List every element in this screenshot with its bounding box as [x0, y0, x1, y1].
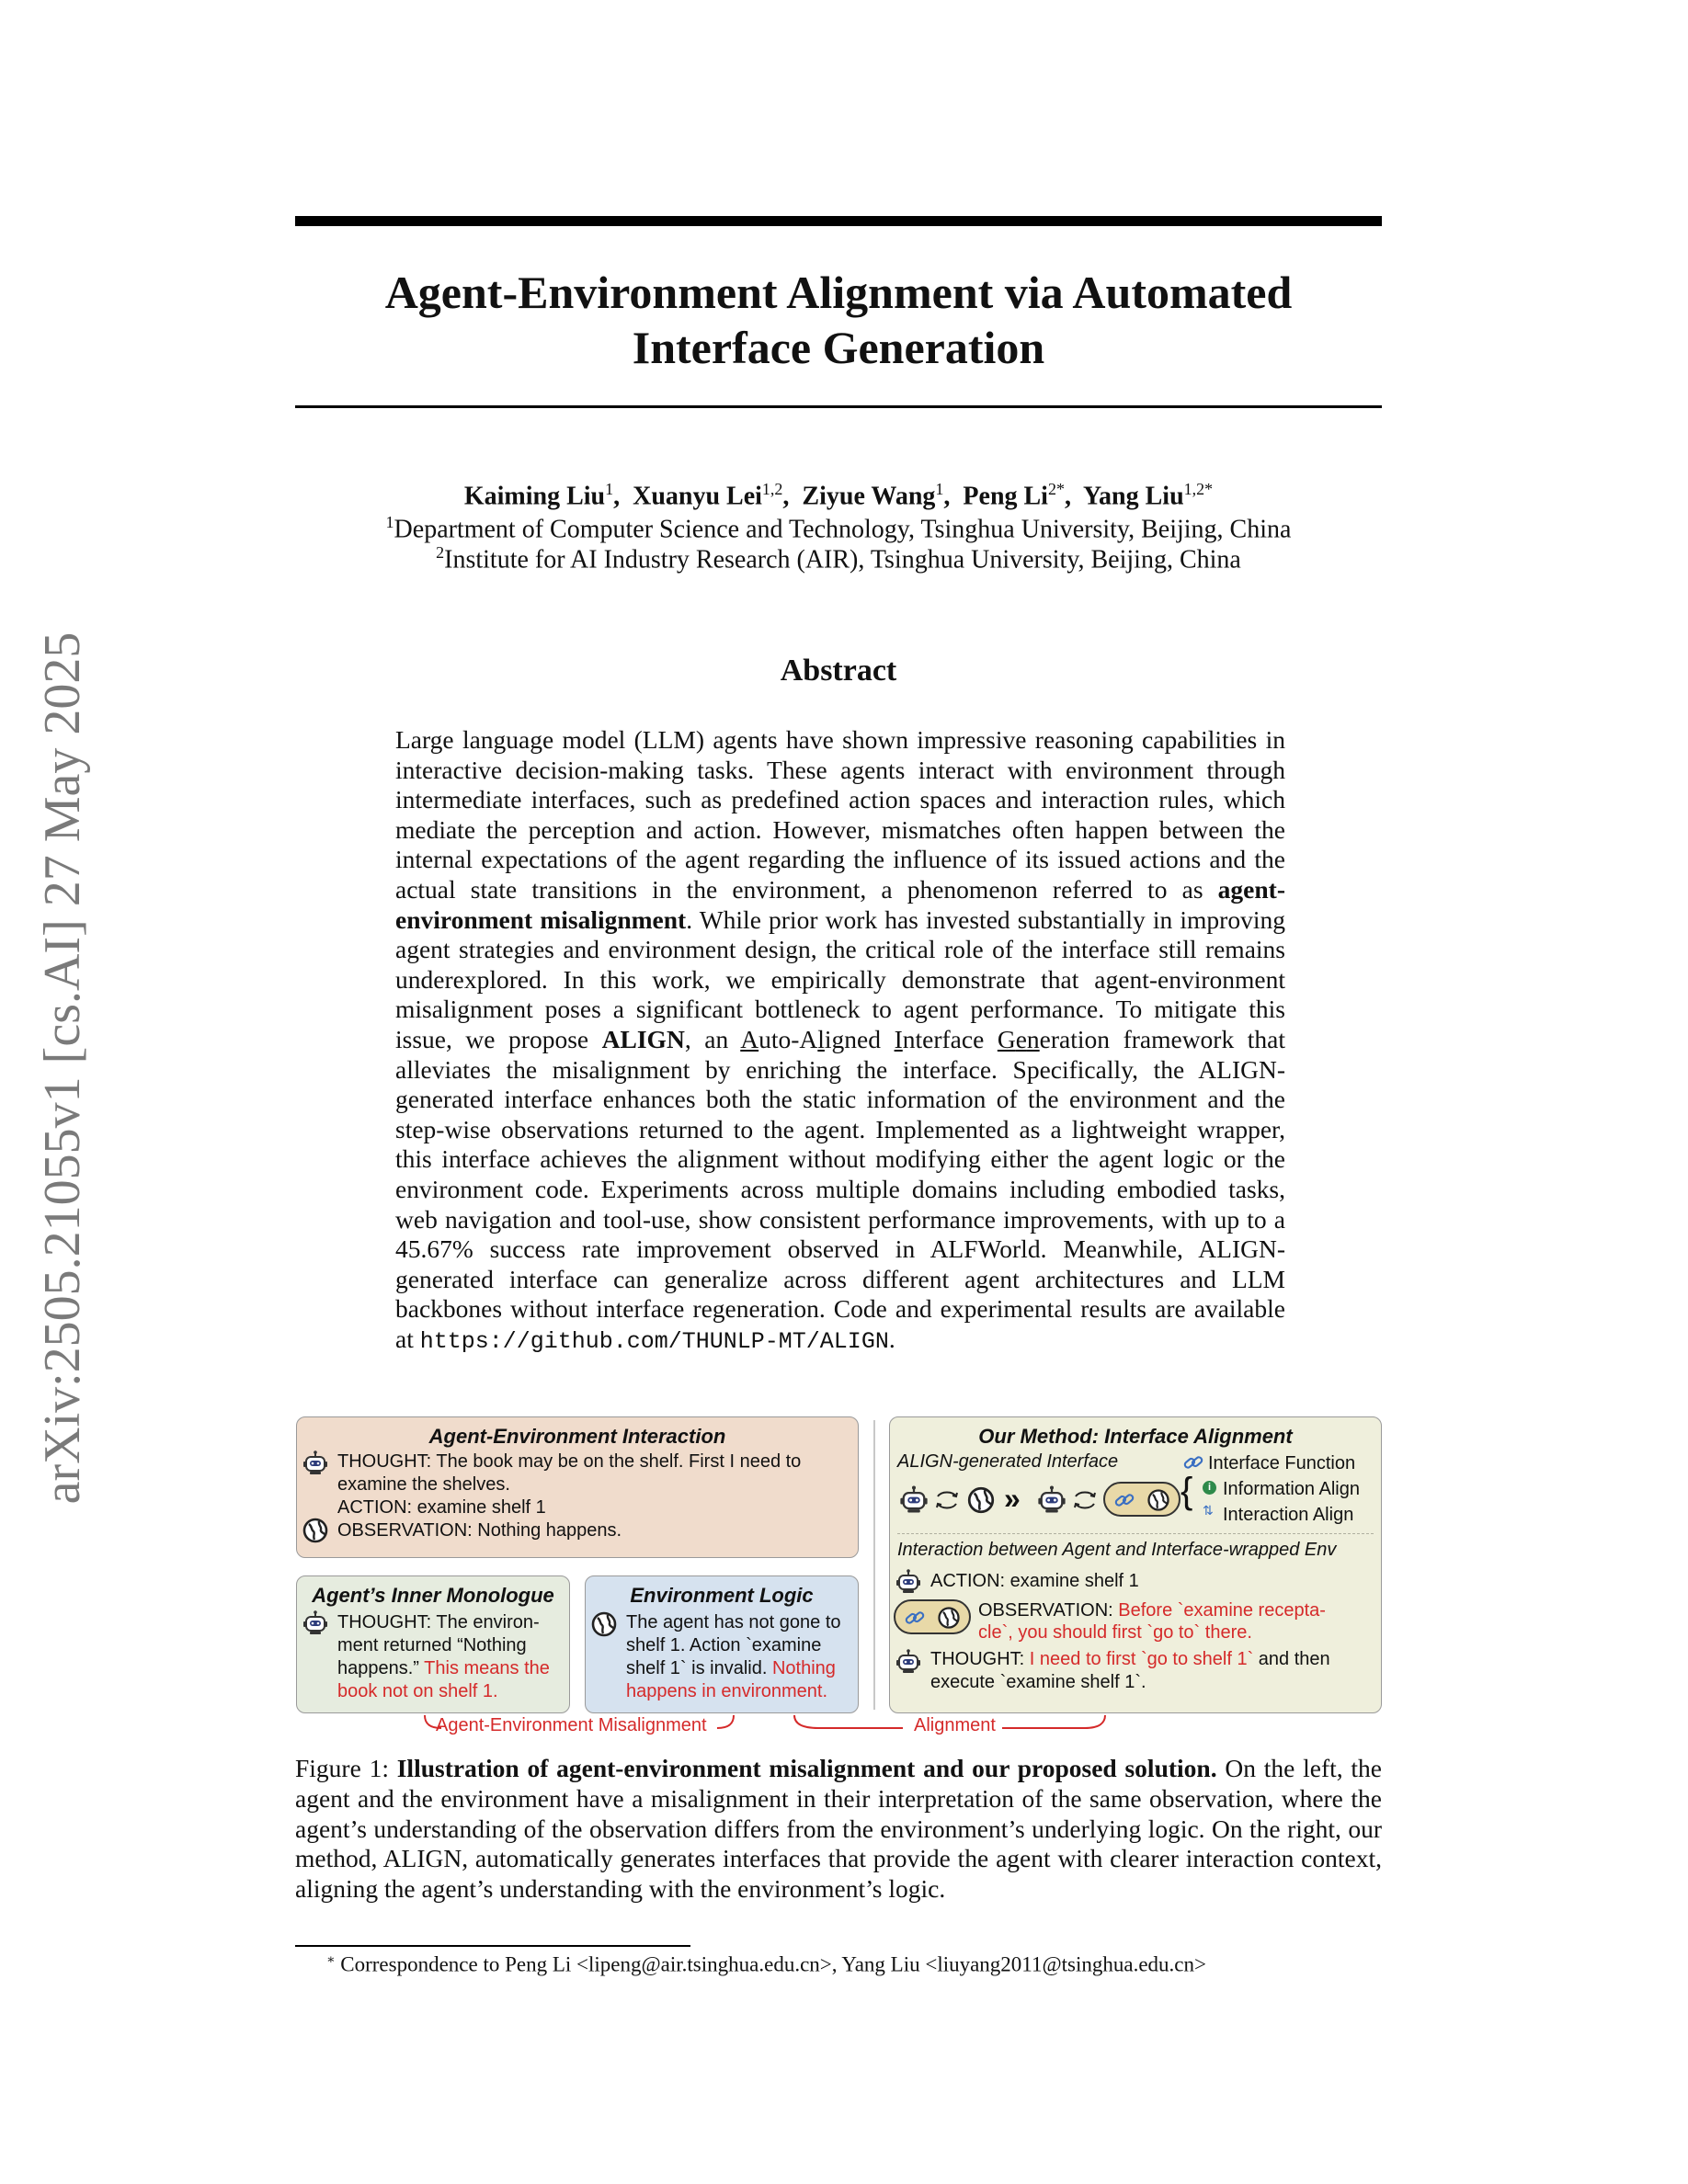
method-title: Our Method: Interface Alignment: [978, 1425, 1293, 1448]
author-list: Kaiming Liu$^1$, Xuanyu Lei$^{1,2}$, Ziyue Wang$^1$, Peng $Li^{2*}$, Yang Liu$^{1,2*}$: [463, 480, 1214, 511]
monologue-title: Agent’s Inner Monologue: [312, 1584, 554, 1607]
paper-title: Agent-Environment Alignment via Automated Interface Generation: [384, 267, 1293, 373]
footnote-rule: [295, 1945, 690, 1947]
arxiv-id: arXiv:2505.21055v1 [cs.AI] 27 May 2025: [34, 631, 91, 1505]
abstract-body: Large language model (LLM) agents have shown impressive reasoning capabilities in interactive decision-making tasks. These agents interact with environment through intermediate interfaces, such as predefined action spaces and interaction rules, which mediate the perception and action. However, mismatches often happen between the internal expectations of the agent regarding the influence of its issued actions and the actual state transitions in the environment, a phenomenon referred to as agent-environment misalignment. While prior work has invested substantially in improving agent strategies and environment design, the critical role of the interface still remains underexplored. In this work, we empirically demonstrate that agent-environment misalignment poses a significant bottleneck to agent performance. To mitigate this issue, we propose ALIGN, an Auto-Aligned Interface Generation framework that alleviates the misalignment by enriching the interface. Specifically, the ALIGN-generated interface enhances both the static information of the environment and the step-wise observations returned to the agent. Implemented as a lightweight wrapper, this interface achieves the alignment without modifying either the agent logic or the environment code. Experiments across multiple domains including embodied tasks, web navigation and tool-use, show consistent performance improvements, with up to a 45.67% success rate improvement observed in ALFWorld. Meanwhile, ALIGN-generated interface can generalize across different agent architectures and LLM backbones without interface regeneration. Code and experimental results are available at https://github.com/THUNLP-MT/ALIGN.: [395, 725, 1285, 1355]
figure-caption: Figure 1: Illustration of agent-environment misalignment and our proposed solution. On the left, the agent and the environment have a misalignment in their interpretation of the same observation, where the agent’s understanding of the observation differs from the environment’s underlying logic. On the right, our method, ALIGN, automatically generates interfaces that provide the agent with clearer interaction context, aligning the agent’s understanding with the environment’s logic.: [295, 1754, 1382, 1904]
robot-icon: [894, 1647, 923, 1677]
loop-icon: [932, 1484, 962, 1517]
link-icon: [1112, 1488, 1136, 1512]
figure-divider: [873, 1420, 875, 1710]
robot-icon: [894, 1567, 923, 1597]
method-separator: [897, 1533, 1374, 1534]
label-alignment: Alignment: [914, 1715, 996, 1735]
interaction-subtitle: Interaction between Agent and Interface-wrapped Env: [897, 1540, 1337, 1560]
info-icon: i: [1203, 1481, 1216, 1495]
robot-icon: [301, 1449, 330, 1478]
robot-icon: [897, 1484, 930, 1517]
title-rule-bottom: [295, 405, 1382, 408]
footnote: ∗ Correspondence to Peng Li <lipeng@air.tsinghua.edu.cn>, Yang Liu <liuyang2011@tsinghua.edu.cn>: [326, 1952, 1206, 1976]
robot-icon: [301, 1609, 330, 1638]
globe-icon: [589, 1610, 619, 1639]
wrapped-env-pill: [894, 1599, 971, 1634]
method-box: Our Method: Interface Alignment ALIGN-generated Interface Interface Function i Information Align ⇅ Interaction Align { » Interaction between Agent and Interface-wrapped Env ACTION: examine shelf 1 OBSERVATION: Before `examine recepta- cle`, you should first `go to` there. THOUGHT: I need to first `go to shelf 1` and then execute `examine shelf 1`.: [889, 1416, 1382, 1713]
affiliation-1: $^1$Department of Computer Science and Technology, Tsinghua University, Beijing, China: [385, 513, 1292, 544]
interaction-align-icon: ⇅: [1203, 1503, 1214, 1518]
legend-brace: {: [1180, 1471, 1193, 1511]
globe-icon: [1146, 1487, 1171, 1513]
robot-icon: [1035, 1484, 1068, 1517]
globe-icon: [936, 1605, 962, 1631]
interaction-title: Agent-Environment Interaction: [428, 1425, 726, 1448]
github-link[interactable]: https://github.com/THUNLP-MT/ALIGN: [419, 1327, 889, 1355]
envlogic-box: Environment Logic The agent has not gone to shelf 1. Action `examine shelf 1` is invalid. Nothing happens in environment.: [585, 1575, 859, 1713]
label-misalignment: Agent-Environment Misalignment: [436, 1715, 707, 1735]
wrapped-env-pill: [1103, 1482, 1180, 1517]
monologue-box: Agent’s Inner Monologue THOUGHT: The environ- ment returned “Nothing happens.” This means the book not on shelf 1.: [296, 1575, 570, 1713]
interaction-box: Agent-Environment Interaction THOUGHT: The book may be on the shelf. First I need to examine the shelves. ACTION: examine shelf 1 OBSERVATION: Nothing happens.: [296, 1416, 859, 1558]
link-icon: [903, 1606, 927, 1630]
envlogic-title: Environment Logic: [630, 1584, 814, 1607]
flow-arrow: »: [1004, 1482, 1021, 1515]
loop-icon: [1070, 1484, 1100, 1517]
abstract-heading: Abstract: [780, 654, 897, 688]
method-subtitle: ALIGN-generated Interface: [897, 1451, 1119, 1472]
globe-icon: [965, 1484, 997, 1516]
title-rule-top: [295, 216, 1382, 226]
affiliation-2: $^2$Institute for AI Industry Research (AIR), Tsinghua University, Beijing, China: [436, 543, 1241, 574]
globe-icon: [301, 1516, 330, 1545]
